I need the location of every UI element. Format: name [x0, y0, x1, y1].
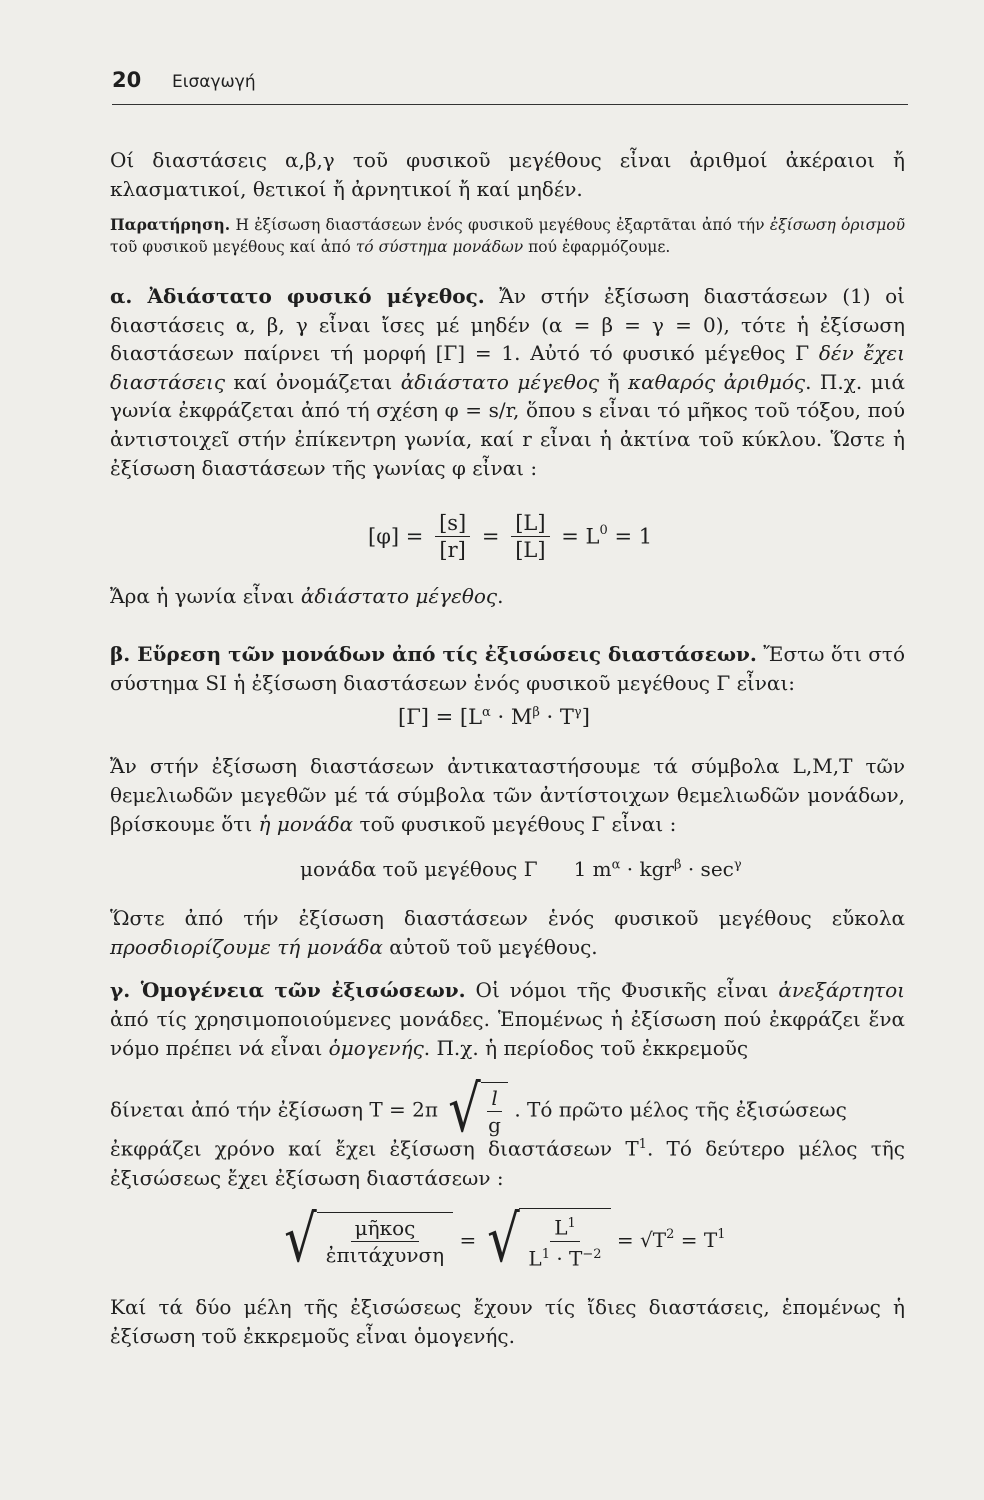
note-paragraph: Παρατήρηση. Η ἐξίσωση διαστάσεων ἑνός φυσικοῦ μεγέθους ἐξαρτᾶται ἀπό τήν ἐξίσωση ὁρισμοῦ τοῦ φυσικοῦ μεγέθους καί ἀπό τό σύστημα μονάδων πού ἐφαρμόζουμε.: [110, 215, 905, 256]
pendulum-dimension-paragraph: ἐκφράζει χρόνο καί ἔχει ἐξίσωση διαστάσεων $T^1$. Τό δεύτερο μέλος τῆς ἐξισώσεως ἔχει ἐξίσωση διαστάσεων :: [110, 1136, 905, 1190]
section-g-heading: γ. Ὁμογένεια τῶν ἐξισώσεων.: [110, 978, 466, 1002]
paragraph-dimensions: Οί διαστάσεις α,β,γ τοῦ φυσικοῦ μεγέθους εἶναι ἀριθμοί ἀκέραιοι ἤ κλασματικοί, θετικοί ἤ ἀρνητικοί ἤ καί μηδέν.: [110, 148, 905, 201]
pendulum-dimension-equation: √ $\frac{\text{μῆκος}}{\text{ἐπιτάχυνση}}$ = √ $\frac{L^1}{L^1 \cdot T^{-2}}$ = $√T^2 = T^1$: [284, 1203, 726, 1277]
section-title: Εισαγωγή: [172, 72, 256, 92]
general-dimension-equation: $[\Gamma] = [L^\alpha \cdot M^\beta \cdot T^\gamma]$: [398, 705, 590, 729]
section-b-heading: β. Εὕρεση τῶν μονάδων ἀπό τίς ἐξισώσεις διαστάσεων.: [110, 642, 757, 666]
section-b-conclusion: Ὥστε ἀπό τήν ἐξίσωση διαστάσεων ἑνός φυσικοῦ μεγέθους εὔκολα προσδιορίζουμε τή μονάδα αὐτοῦ τοῦ μεγέθους.: [110, 906, 905, 959]
square-root: √ $\frac{l}{g}$: [444, 1078, 508, 1142]
angle-dimension-equation: [φ] = $\frac{[s]}{[r]}$ = $\frac{[L]}{[L]}$ = $L^0 = 1$: [368, 511, 653, 562]
final-paragraph: Καί τά δύο μέλη τῆς ἐξισώσεως ἔχουν τίς ἴδιες διαστάσεις, ἑπομένως ἡ ἐξίσωση τοῦ ἐκκρεμοῦς εἶναι ὁμογενής.: [110, 1295, 905, 1348]
page-header: [112, 68, 908, 102]
section-a-heading: α. Ἀδιάστατο φυσικό μέγεθος.: [110, 284, 485, 308]
section-b-units-paragraph: Ἄν στήν ἐξίσωση διαστάσεων ἀντικαταστήσουμε τά σύμβολα L,M,T τῶν θεμελιωδῶν μεγεθῶν μέ τά σύμβολα τῶν ἀντίστοιχων θεμελιωδῶν μονάδων, βρίσκουμε ὅτι ἡ μονάδα τοῦ φυσικοῦ μεγέθους Γ εἶναι :: [110, 754, 905, 836]
pendulum-equation-line: δίνεται ἀπό τήν ἐξίσωση T = 2π √ $\frac{l}{g}$ . Τό πρῶτο μέλος τῆς ἐξισώσεως: [110, 1073, 847, 1147]
page-number: 20: [112, 68, 142, 92]
section-a-paragraph: α. Ἀδιάστατο φυσικό μέγεθος. Ἄν στήν ἐξίσωση διαστάσεων (1) οἱ διαστάσεις α, β, γ εἶναι ἴσες μέ μηδέν (α = β = γ = 0), τότε ἡ ἐξίσωση διαστάσεων παίρνει τή μορφή [Γ] = 1. Αὐτό τό φυσικό μέγεθος Γ δέν ἔχει διαστάσεις καί ὀνομάζεται ἀδιάστατο μέγεθος ἤ καθαρός ἀριθμός. Π.χ. μιά γωνία ἐκφράζεται ἀπό τή σχέση φ = s/r, ὅπου s εἶναι τό μῆκος τοῦ τόξου, πού ἀντιστοιχεῖ στήν ἐπίκεντρη γωνία, καί r εἶναι ἡ ἀκτίνα τοῦ κύκλου. Ὥστε ἡ ἐξίσωση διαστάσεων τῆς γωνίας φ εἶναι :: [110, 284, 905, 480]
section-b-paragraph: β. Εὕρεση τῶν μονάδων ἀπό τίς ἐξισώσεις διαστάσεων. Ἔστω ὅτι στό σύστημα SI ἡ ἐξίσωση διαστάσεων ἑνός φυσικοῦ μεγέθους Γ εἶναι:: [110, 642, 906, 695]
section-a-conclusion: Ἄρα ἡ γωνία εἶναι ἀδιάστατο μέγεθος.: [110, 584, 504, 608]
unit-equation: μονάδα τοῦ μεγέθους Γ 1 $m^\alpha \cdot kgr^\beta \cdot \sec^\gamma$: [300, 857, 742, 881]
section-g-paragraph: γ. Ὁμογένεια τῶν ἐξισώσεων. Οἱ νόμοι τῆς Φυσικῆς εἶναι ἀνεξάρτητοι ἀπό τίς χρησιμοποιούμενες μονάδες. Ἑπομένως ἡ ἐξίσωση πού ἐκφράζει ἕνα νόμο πρέπει νά εἶναι ὁμογενής. Π.χ. ἡ περίοδος τοῦ ἐκκρεμοῦς: [110, 978, 905, 1060]
header-rule: [112, 104, 908, 105]
